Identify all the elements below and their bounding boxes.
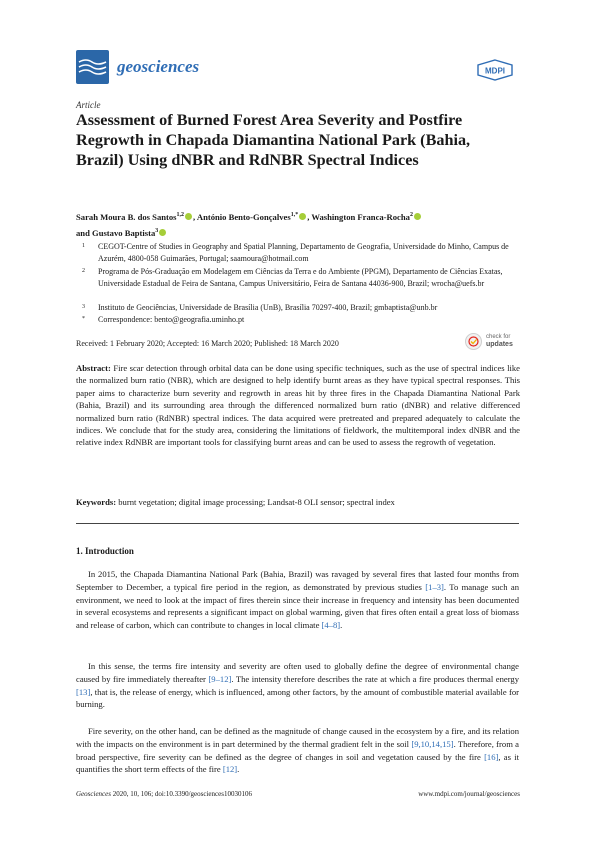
- orcid-icon[interactable]: [299, 213, 306, 220]
- check-for-updates-badge[interactable]: [465, 332, 525, 352]
- abstract-text: Fire scar detection through orbital data can be done using specific techniques, such as the use of spectral indices like the normalized burn ratio (NBR), which are designed to help identify burnt areas as they have typical spectral responses. This paper aims to characterize burn severity and regrowth in areas hit by three fires in the Chapada Diamantina National Park (Bahia, Brazil) and its surrounding area through the differenced normalized burn ratio (dNBR) and relative differenced normalized burn ratio (RdNBR) spectral indices. The data acquired were pretreated and prepared adequately to calculate the indices. We conclude that for the study area, considering the limitations of fieldwork, the multitemporal index dNBR and the relative index RdNBR are important tools for classifying burnt areas and can be used to assess the regrowth of vegetation.: [76, 363, 520, 448]
- paragraph-text: .: [340, 620, 343, 631]
- author-name: and Gustavo Baptista: [76, 227, 156, 238]
- body-paragraph-2: [76, 660, 519, 711]
- author: [76, 212, 197, 222]
- abstract: [76, 362, 520, 449]
- orcid-icon[interactable]: [159, 229, 166, 236]
- keywords-label: Keywords:: [76, 497, 117, 507]
- affiliation-number: 2: [82, 268, 85, 274]
- section-heading: 1. Introduction: [76, 546, 134, 556]
- affiliation-text: Correspondence: bento@geografia.uminho.pt: [98, 315, 245, 324]
- paragraph-text: .: [237, 764, 240, 775]
- check-updates-line1: check for: [486, 334, 511, 340]
- paragraph-text: , as it quantifies the short term effects of the fire: [76, 751, 519, 775]
- orcid-icon[interactable]: [414, 213, 421, 220]
- citation-link[interactable]: [4–8]: [321, 620, 341, 631]
- footer-url[interactable]: www.mdpi.com/journal/geosciences: [418, 790, 520, 798]
- article-title: Assessment of Burned Forest Area Severity and Postfire Regrowth in Chapada Diamantina National Park (Bahia, Brazil) Using dNBR and RdNBR Spectral Indices: [76, 111, 471, 169]
- paragraph-text: In 2015, the Chapada Diamantina National Park (Bahia, Brazil) was ravaged by several fires that lasted four months from September to December, a typical fire period in the region, as demonstrated by previous studies: [76, 569, 519, 592]
- body-paragraph-1: [76, 568, 519, 632]
- footer-citation: [76, 790, 252, 798]
- author: [311, 212, 422, 222]
- author-affiliation-marker: 1,2: [176, 212, 185, 218]
- affiliation-text: Programa de Pós-Graduação em Modelagem em Ciências da Terra e do Ambiente (PPGM), Departamento de Ciências Exatas, Universidade Estadual de Feira de Santana, Campus Universitário, Feira de Santana 44036-900, Brazil; wrocha@uefs.br: [98, 267, 503, 288]
- abstract-label: Abstract:: [76, 363, 111, 373]
- body-paragraph-3: [76, 725, 519, 776]
- author-list: [76, 208, 526, 240]
- paragraph-text: , that is, the release of energy, which is influenced, among other factors, by the amount of combustible material available for burning.: [76, 686, 519, 710]
- author: [76, 228, 167, 238]
- orcid-icon[interactable]: [185, 213, 192, 220]
- journal-name: geosciences: [117, 57, 200, 76]
- mdpi-logo-text: MDPI: [485, 66, 505, 76]
- author-name: António Bento-Gonçalves: [196, 211, 291, 222]
- keywords: [76, 496, 520, 508]
- footer-citation-rest: 2020, 10, 106; doi:10.3390/geosciences10030106: [110, 790, 252, 798]
- journal-logo: [76, 50, 109, 84]
- section-divider: [76, 523, 519, 524]
- author-affiliation-marker: 1,*: [290, 212, 299, 218]
- affiliation-text: CEGOT-Centre of Studies in Geography and Spatial Planning, Departamento de Geografia, Universidade do Minho, Campus de Azurém, 4800-058 Guimarães, Portugal; saamoura@hotmail.com: [98, 242, 509, 263]
- publication-dates: Received: 1 February 2020; Accepted: 16 March 2020; Published: 18 March 2020: [76, 339, 339, 348]
- author-affiliation-marker: 3: [155, 227, 159, 234]
- author-separator: ,: [193, 211, 197, 222]
- citation-link[interactable]: [16]: [484, 751, 499, 762]
- citation-link[interactable]: [9–12]: [208, 673, 232, 684]
- paragraph-text: . To manage such an environment, we need to look at the impact of fires therein since their increase in frequency and intensity has been documented in several ecosystems and represents a significant impact on global warming, given that fires often entail a great loss of biomass and release of carbon, which can contribute to changes in local climate: [76, 581, 519, 631]
- affiliation-number: *: [82, 316, 85, 322]
- affiliation-text: Instituto de Geociências, Universidade de Brasília (UnB), Brasília 70297-400, Brazil; gmbaptista@unb.br: [98, 303, 438, 312]
- affiliation-number: 3: [82, 304, 85, 310]
- paragraph-text: . The intensity therefore describes the rate at which a fire produces thermal energy: [231, 673, 520, 684]
- citation-link[interactable]: [1–3]: [425, 581, 444, 592]
- author-name: Sarah Moura B. dos Santos: [76, 211, 177, 222]
- article-type: Article: [76, 100, 101, 110]
- affiliation-number: 1: [82, 243, 85, 249]
- author-separator: ,: [307, 211, 312, 222]
- citation-link[interactable]: [9,10,14,15]: [411, 738, 454, 749]
- footer-journal: Geosciences: [76, 790, 111, 798]
- keywords-text: burnt vegetation; digital image processing; Landsat-8 OLI sensor; spectral index: [116, 497, 395, 507]
- mdpi-logo: [474, 59, 516, 81]
- author-affiliation-marker: 2: [409, 212, 413, 218]
- paragraph-text: . Therefore, from a broad perspective, fire severity can be defined as the degree of changes in soil and vegetation caused by the fire: [76, 738, 519, 762]
- author-name: Washington Franca-Rocha: [311, 211, 410, 222]
- author: [197, 212, 311, 222]
- paragraph-text: In this sense, the terms fire intensity and severity are often used to globally define the degree of environmental change caused by fire immediately thereafter: [76, 661, 519, 684]
- paragraph-text: Fire severity, on the other hand, can be defined as the magnitude of change caused in the ecosystem by a fire, and its relation with the impacts on the environment is in part determined by the thermal gradient felt in the soil: [76, 726, 519, 749]
- citation-link[interactable]: [12]: [222, 764, 238, 775]
- check-updates-line2: updates: [486, 341, 513, 348]
- citation-link[interactable]: [13]: [76, 686, 91, 697]
- check-updates-icon: [465, 333, 482, 350]
